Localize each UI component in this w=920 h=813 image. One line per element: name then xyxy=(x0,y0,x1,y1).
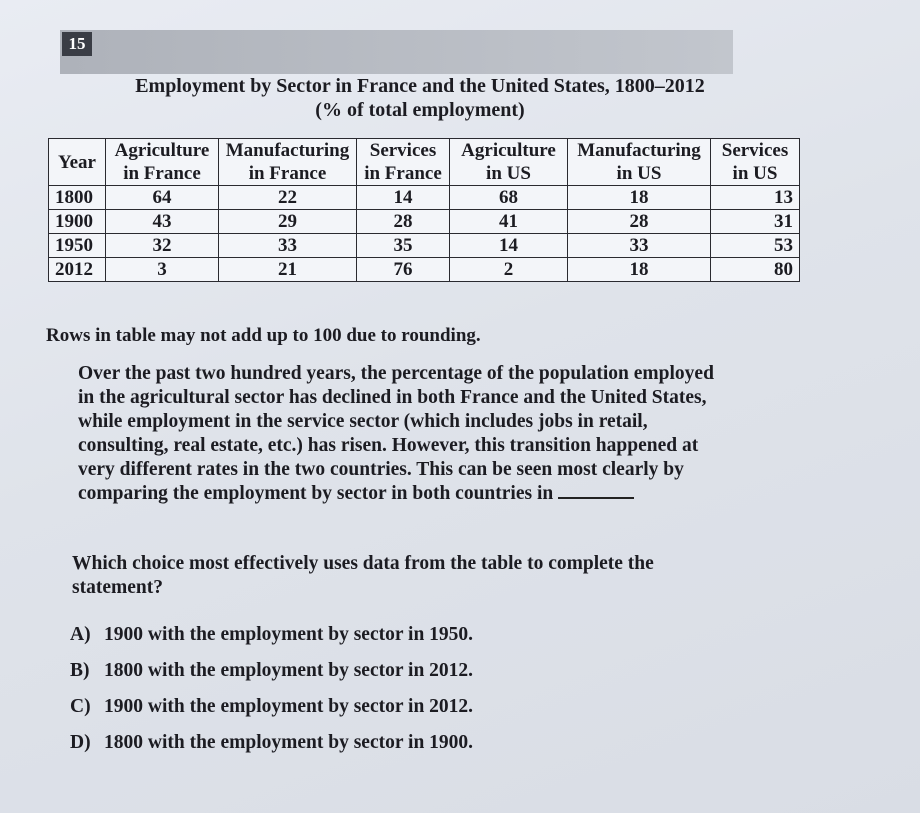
table-header-row xyxy=(49,139,800,186)
employment-table xyxy=(48,138,800,282)
choice-text: 1900 with the employment by sector in 1950. xyxy=(104,624,474,645)
table-cell: 33 xyxy=(219,234,357,258)
table-cell: 13 xyxy=(711,186,800,210)
table-note: Rows in table may not add up to 100 due to rounding. xyxy=(46,325,481,346)
question-number: 15 xyxy=(62,32,92,56)
table-row xyxy=(49,210,800,234)
table-cell: 14 xyxy=(357,186,450,210)
answer-blank xyxy=(558,483,634,499)
answer-choices xyxy=(70,620,473,764)
choice-text: 1800 with the employment by sector in 1900. xyxy=(104,732,474,753)
table-cell: 31 xyxy=(711,210,800,234)
table-cell: 14 xyxy=(450,234,568,258)
table-cell: 2 xyxy=(450,258,568,282)
passage-body: Over the past two hundred years, the percentage of the population employed in the agricultural sector has declined in both France and the United States, while employment in the service sector (which includes jobs in retail, consulting, real estate, etc.) has risen. However, this transition happened at very different rates in the two countries. This can be seen most clearly by comparing the employment by sector in both countries in xyxy=(78,363,714,504)
choice-text: 1800 with the employment by sector in 2012. xyxy=(104,660,474,681)
subtitle-text: (% of total employment) xyxy=(315,99,525,121)
table-cell: 3 xyxy=(106,258,219,282)
passage-text xyxy=(78,362,718,506)
choice-b[interactable] xyxy=(70,656,473,692)
cell-year: 1900 xyxy=(49,210,106,234)
table-cell: 21 xyxy=(219,258,357,282)
header-agriculture-france: Agriculture in France xyxy=(106,139,219,186)
table-cell: 33 xyxy=(568,234,711,258)
choice-a[interactable] xyxy=(70,620,473,656)
cell-year: 1800 xyxy=(49,186,106,210)
table-row xyxy=(49,234,800,258)
cell-year: 1950 xyxy=(49,234,106,258)
table-cell: 35 xyxy=(357,234,450,258)
header-services-us: Services in US xyxy=(711,139,800,186)
choice-letter: D) xyxy=(70,732,91,753)
choice-letter: C) xyxy=(70,696,91,717)
table-cell: 80 xyxy=(711,258,800,282)
table-cell: 68 xyxy=(450,186,568,210)
choice-letter: B) xyxy=(70,660,90,681)
table-cell: 43 xyxy=(106,210,219,234)
choice-c[interactable] xyxy=(70,692,473,728)
table-cell: 41 xyxy=(450,210,568,234)
header-agriculture-us: Agriculture in US xyxy=(450,139,568,186)
title-text: Employment by Sector in France and the United States, 1800–2012 xyxy=(135,75,705,97)
header-manufacturing-us: Manufacturing in US xyxy=(568,139,711,186)
table-row xyxy=(49,186,800,210)
table-cell: 29 xyxy=(219,210,357,234)
header-manufacturing-france: Manufacturing in France xyxy=(219,139,357,186)
table-row xyxy=(49,258,800,282)
table-title xyxy=(60,74,780,122)
table-cell: 22 xyxy=(219,186,357,210)
table-cell: 53 xyxy=(711,234,800,258)
table-cell: 28 xyxy=(357,210,450,234)
table-cell: 76 xyxy=(357,258,450,282)
question-prompt: Which choice most effectively uses data from the table to complete the statement? xyxy=(72,553,654,598)
table-cell: 18 xyxy=(568,186,711,210)
choice-letter: A) xyxy=(70,624,91,645)
table-cell: 32 xyxy=(106,234,219,258)
choice-d[interactable] xyxy=(70,728,473,764)
table-cell: 64 xyxy=(106,186,219,210)
header-services-france: Services in France xyxy=(357,139,450,186)
table-cell: 28 xyxy=(568,210,711,234)
choice-text: 1900 with the employment by sector in 2012. xyxy=(104,696,474,717)
cell-year: 2012 xyxy=(49,258,106,282)
header-year: Year xyxy=(49,139,106,186)
table-cell: 18 xyxy=(568,258,711,282)
question-header-bar xyxy=(60,30,733,74)
